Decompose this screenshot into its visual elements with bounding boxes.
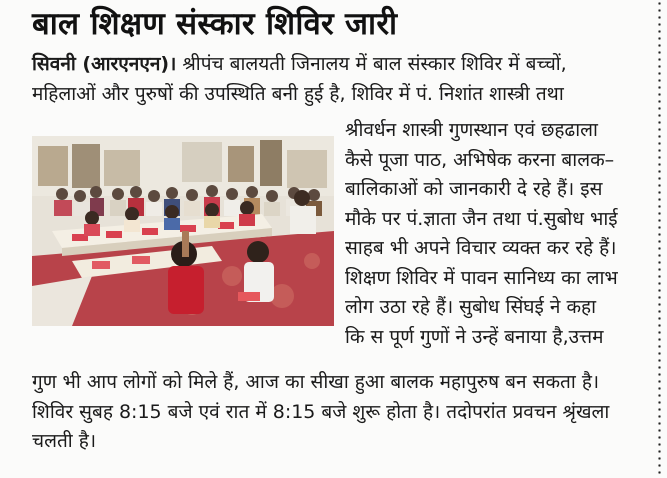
wrapped-line-5: साहब भी अपने विचार व्यक्त कर रहे हैं।	[345, 237, 617, 259]
article-bottom	[32, 368, 632, 457]
wrapped-line-8: कि स पूर्ण गुणों ने उन्हें बनाया है,उत्तम	[345, 325, 604, 348]
wrapped-line-7: लोग उठा रहे हैं। सुबोध सिंघई ने कहा	[345, 296, 597, 318]
tail-line-1: गुण भी आप लोगों को मिले हैं, आज का सीखा हुआ बालक महापुरुष बन सकता है।	[32, 371, 600, 393]
article-line-2: महिलाओं और पुरुषों की उपस्थिति बनी हुई है, शिविर में पं. निशांत शास्त्री तथा	[32, 82, 564, 105]
article-top	[32, 50, 630, 109]
article-line-1	[32, 50, 630, 80]
dotted-cut-line	[658, 0, 661, 478]
headline: बाल शिक्षण संस्कार शिविर जारी	[32, 6, 398, 42]
tail-line-2: शिविर सुबह 8:15 बजे एवं रात में 8:15 बजे शुरू होता है। तदोपरांत प्रवचन श्रृंखला	[32, 400, 610, 423]
article-line-1-text: श्रीपंच बालयती जिनालय में बाल संस्कार शिविर में बच्चों,	[182, 53, 567, 75]
wrapped-line-2: कैसे पूजा पाठ, अभिषेक करना बालक–	[345, 148, 615, 171]
news-photo	[32, 136, 334, 326]
wrapped-line-4: मौके पर पं.ज्ञाता जैन तथा पं.सुबोध भाई	[345, 207, 618, 230]
wrapped-line-6: शिक्षण शिविर में पावन सानिध्य का लाभ	[345, 266, 618, 289]
dateline: सिवनी (आरएनएन)।	[32, 53, 177, 75]
wrapped-line-1: श्रीवर्धन शास्त्री गुणस्थान एवं छहढाला	[345, 119, 598, 141]
article-wrapped-column	[345, 116, 633, 352]
tail-line-3: चलती है।	[32, 430, 97, 452]
wrapped-line-3: बालिकाओं को जानकारी दे रहे हैं। इस	[345, 178, 603, 200]
photo-illustration	[32, 136, 334, 326]
